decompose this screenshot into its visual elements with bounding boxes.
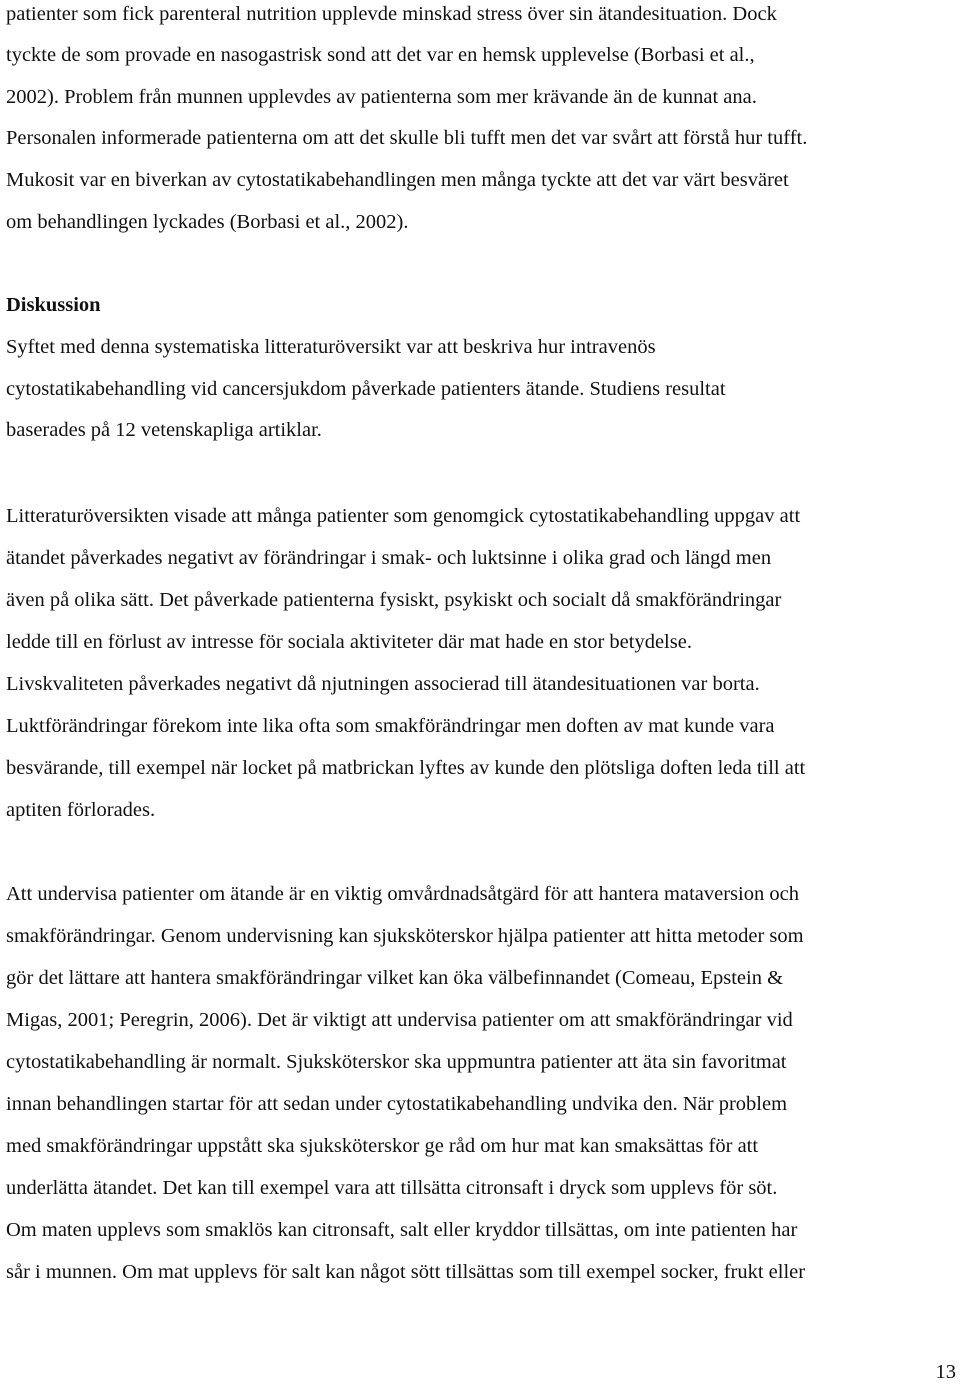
text-line: cytostatikabehandling vid cancersjukdom påverkade patienters ätande. Studiens resultat <box>6 378 726 400</box>
text-line: även på olika sätt. Det påverkade patienterna fysiskt, psykiskt och socialt då smakförändringar <box>6 589 782 611</box>
text-line: Om maten upplevs som smaklös kan citronsaft, salt eller kryddor tillsättas, om inte patienten har <box>6 1219 798 1241</box>
text-line: innan behandlingen startar för att sedan under cytostatikabehandling undvika den. När problem <box>6 1093 788 1115</box>
text-line: patienter som fick parenteral nutrition upplevde minskad stress över sin ätandesituation. Dock <box>6 3 777 25</box>
text-line: smakförändringar. Genom undervisning kan sjuksköterskor hjälpa patienter att hitta metoder som <box>6 925 804 947</box>
text-line: tyckte de som provade en nasogastrisk sond att det var en hemsk upplevelse (Borbasi et al., <box>6 44 755 66</box>
text-line: om behandlingen lyckades (Borbasi et al., 2002). <box>6 211 409 233</box>
text-line: Att undervisa patienter om ätande är en viktig omvårdnadsåtgärd för att hantera mataversion och <box>6 883 799 905</box>
text-line: Mukosit var en biverkan av cytostatikabehandlingen men många tyckte att det var värt besväret <box>6 169 789 191</box>
text-line: gör det lättare att hantera smakförändringar vilket kan öka välbefinnandet (Comeau, Epstein & <box>6 967 784 989</box>
text-line: med smakförändringar uppstått ska sjuksköterskor ge råd om hur mat kan smaksättas för att <box>6 1135 759 1157</box>
section-heading: Diskussion <box>6 294 101 316</box>
text-line: aptiten förlorades. <box>6 799 156 821</box>
text-line: Syftet med denna systematiska litteraturöversikt var att beskriva hur intravenös <box>6 336 656 358</box>
text-line: Livskvaliteten påverkades negativt då njutningen associerad till ätandesituationen var borta. <box>6 673 760 695</box>
text-line: ledde till en förlust av intresse för sociala aktiviteter där mat hade en stor betydelse. <box>6 631 692 653</box>
text-line: Litteraturöversikten visade att många patienter som genomgick cytostatikabehandling uppgav att <box>6 505 801 527</box>
text-line: Luktförändringar förekom inte lika ofta som smakförändringar men doften av mat kunde vara <box>6 715 775 737</box>
text-line: baserades på 12 vetenskapliga artiklar. <box>6 419 322 441</box>
text-line: ätandet påverkades negativt av förändringar i smak- och luktsinne i olika grad och längd men <box>6 547 772 569</box>
text-line: Personalen informerade patienterna om att det skulle bli tufft men det var svårt att förstå hur tufft. <box>6 127 808 149</box>
text-line: underlätta ätandet. Det kan till exempel vara att tillsätta citronsaft i dryck som upplevs för söt. <box>6 1177 778 1199</box>
text-line: Migas, 2001; Peregrin, 2006). Det är viktigt att undervisa patienter om att smakförändringar vid <box>6 1009 793 1031</box>
text-line: cytostatikabehandling är normalt. Sjuksköterskor ska uppmuntra patienter att äta sin favoritmat <box>6 1051 787 1073</box>
page-number: 13 <box>935 1361 956 1383</box>
text-line: besvärande, till exempel när locket på matbrickan lyftes av kunde den plötsliga doften leda till att <box>6 757 806 779</box>
text-line: 2002). Problem från munnen upplevdes av patienterna som mer krävande än de kunnat ana. <box>6 86 757 108</box>
text-line: sår i munnen. Om mat upplevs för salt kan något sött tillsättas som till exempel socker, frukt eller <box>6 1261 806 1283</box>
